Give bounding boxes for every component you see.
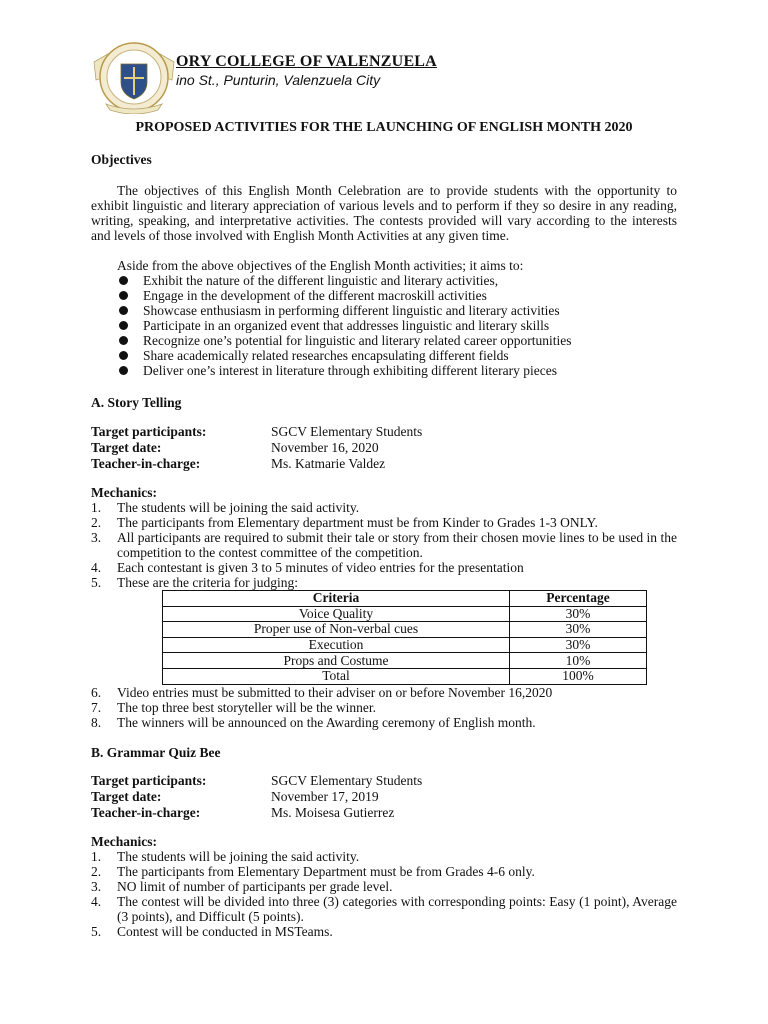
item-text: The students will be joining the said activity.	[117, 500, 360, 515]
mechanics-item	[91, 530, 677, 560]
bullet-item: Exhibit the nature of the different linguistic and literary activities,	[117, 273, 571, 288]
college-address: ino St., Punturin, Valenzuela City	[176, 72, 381, 88]
mechanics-item	[91, 924, 677, 939]
grammar-quiz-bee-heading: B. Grammar Quiz Bee	[91, 745, 221, 760]
objectives-paragraph-text: The objectives of this English Month Celebration are to provide students with the opportunity to exhibit linguistic and literary appreciation of various levels and to perform if they so desire in any reading, writing, speaking, and interpretative activities. The contests provided will vary according to the interests and levels of those involved with English Month Activities at any given time.	[91, 183, 677, 243]
item-number: 2.	[91, 864, 102, 879]
target-date-label: Target date	[91, 440, 157, 455]
mechanics-item	[91, 879, 677, 894]
item-text: NO limit of number of participants per grade level.	[117, 879, 393, 894]
story-telling-info: Target participants: SGCV Elementary Students Target date: November 16, 2020 Teacher-in-charge: Ms. Katmarie Valdez	[91, 424, 423, 471]
percentage-cell: 10%	[510, 653, 647, 669]
teacher-in-charge-label: Teacher-in-charge	[91, 805, 196, 820]
mechanics-item	[91, 849, 677, 864]
item-text: The participants from Elementary Department must be from Grades 4-6 only.	[117, 864, 535, 879]
teacher-in-charge-label: Teacher-in-charge	[91, 456, 196, 471]
mechanics-item	[91, 700, 677, 715]
target-date-value: November 17, 2019	[271, 789, 379, 804]
item-text: Video entries must be submitted to their adviser on or before November 16,2020	[117, 685, 553, 700]
item-text: The students will be joining the said activity.	[117, 849, 360, 864]
table-row	[163, 668, 647, 684]
story-telling-mechanics-list	[91, 500, 677, 590]
target-date-label: Target date	[91, 789, 157, 804]
percentage-cell: 30%	[510, 606, 647, 622]
mechanics-item	[91, 715, 677, 730]
target-date-value: November 16, 2020	[271, 440, 379, 455]
mechanics-item	[91, 864, 677, 879]
item-number: 4.	[91, 560, 102, 575]
mechanics-item	[91, 515, 677, 530]
bullet-item: Showcase enthusiasm in performing different linguistic and literary activities	[117, 303, 571, 318]
criteria-cell: Voice Quality	[163, 606, 510, 622]
item-text: All participants are required to submit their tale or story from their chosen movie lines to be used in the competition to the contest committee of the competition.	[117, 530, 677, 560]
target-participants-label: Target participants	[91, 424, 202, 439]
story-telling-mechanics-heading: Mechanics:	[91, 485, 157, 500]
percentage-cell: 30%	[510, 637, 647, 653]
mechanics-item	[91, 560, 677, 575]
table-header-row	[163, 591, 647, 607]
grammar-quiz-bee-mechanics-list	[91, 849, 677, 939]
table-row	[163, 637, 647, 653]
item-text: The winners will be announced on the Awarding ceremony of English month.	[117, 715, 536, 730]
item-text: Contest will be conducted in MSTeams.	[117, 924, 333, 939]
teacher-in-charge-value: Ms. Katmarie Valdez	[271, 456, 386, 471]
item-number: 8.	[91, 715, 102, 730]
bullet-item: Deliver one’s interest in literature through exhibiting different literary pieces	[117, 363, 571, 378]
mechanics-item	[91, 894, 677, 924]
objectives-aside: Aside from the above objectives of the English Month activities; it aims to:	[117, 258, 524, 273]
item-number: 5.	[91, 924, 102, 939]
objectives-paragraph	[91, 183, 677, 243]
mechanics-item	[91, 685, 677, 700]
item-number: 3.	[91, 879, 102, 894]
criteria-header: Criteria	[163, 591, 510, 607]
item-number: 1.	[91, 849, 102, 864]
target-participants-label: Target participants	[91, 773, 202, 788]
story-telling-heading: A. Story Telling	[91, 395, 182, 410]
bullet-item: Participate in an organized event that addresses linguistic and literary skills	[117, 318, 571, 333]
mechanics-item	[91, 500, 677, 515]
item-number: 7.	[91, 700, 102, 715]
story-telling-mechanics-list-continued	[91, 685, 677, 730]
item-text: The top three best storyteller will be the winner.	[117, 700, 377, 715]
target-participants-value: SGCV Elementary Students	[271, 424, 423, 439]
grammar-quiz-bee-mechanics-heading: Mechanics:	[91, 834, 157, 849]
percentage-cell: 30%	[510, 622, 647, 638]
item-number: 6.	[91, 685, 102, 700]
criteria-cell: Execution	[163, 637, 510, 653]
college-name: ORY COLLEGE OF VALENZUELA	[176, 53, 437, 70]
bullet-item: Recognize one’s potential for linguistic and literary related career opportunities	[117, 333, 571, 348]
item-number: 1.	[91, 500, 102, 515]
criteria-cell: Total	[163, 668, 510, 684]
criteria-cell: Props and Costume	[163, 653, 510, 669]
criteria-table	[162, 590, 647, 685]
item-number: 5.	[91, 575, 102, 590]
objectives-bullet-list	[117, 273, 571, 378]
percentage-header: Percentage	[510, 591, 647, 607]
college-seal-logo	[92, 40, 176, 114]
teacher-in-charge-value: Ms. Moisesa Gutierrez	[271, 805, 395, 820]
document-title: PROPOSED ACTIVITIES FOR THE LAUNCHING OF ENGLISH MONTH 2020	[135, 120, 633, 135]
item-text: The contest will be divided into three (3) categories with corresponding points: Easy (1 point), Average (3 points), and Difficult (5 points).	[117, 894, 677, 924]
target-participants-value: SGCV Elementary Students	[271, 773, 423, 788]
item-text: These are the criteria for judging:	[117, 575, 299, 590]
item-text: The participants from Elementary department must be from Kinder to Grades 1-3 ONLY.	[117, 515, 598, 530]
item-text: Each contestant is given 3 to 5 minutes of video entries for the presentation	[117, 560, 524, 575]
bullet-item: Engage in the development of the different macroskill activities	[117, 288, 571, 303]
item-number: 3.	[91, 530, 102, 545]
percentage-cell: 100%	[510, 668, 647, 684]
item-number: 4.	[91, 894, 102, 909]
item-number: 2.	[91, 515, 102, 530]
table-row	[163, 606, 647, 622]
criteria-cell: Proper use of Non-verbal cues	[163, 622, 510, 638]
mechanics-item	[91, 575, 677, 590]
table-row	[163, 653, 647, 669]
bullet-item: Share academically related researches encapsulating different fields	[117, 348, 571, 363]
grammar-quiz-bee-info: Target participants: SGCV Elementary Students Target date: November 17, 2019 Teacher-in-charge: Ms. Moisesa Gutierrez	[91, 773, 423, 820]
objectives-heading: Objectives	[91, 152, 152, 167]
table-row	[163, 622, 647, 638]
